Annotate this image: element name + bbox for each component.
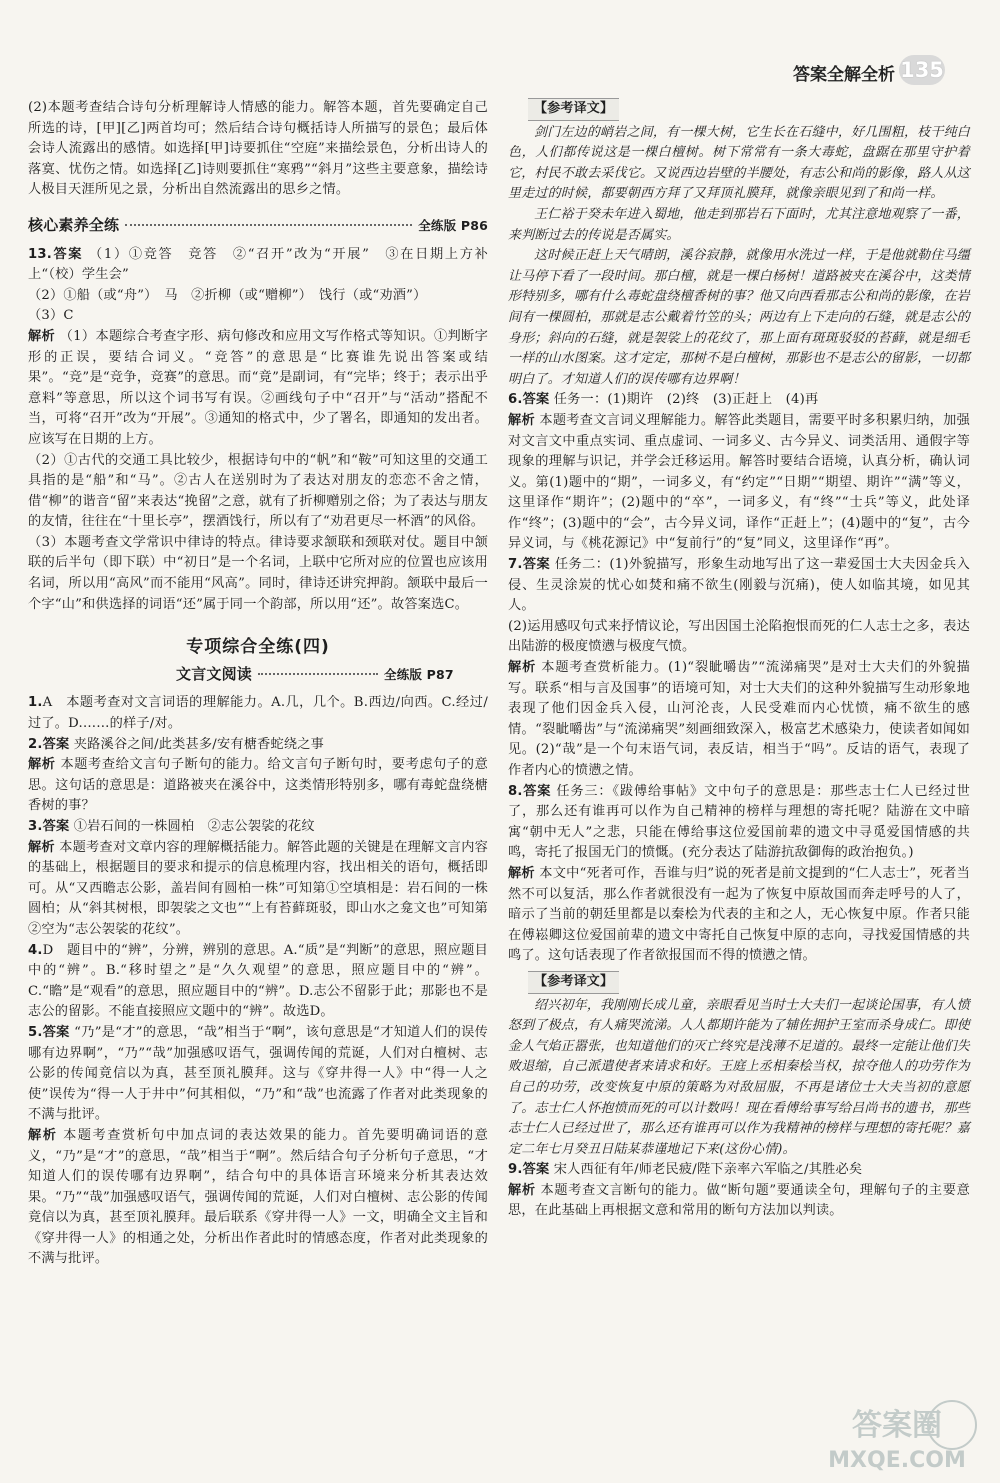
question-number: 4. bbox=[28, 942, 43, 958]
question-8 bbox=[508, 782, 970, 967]
answer-tag: 答案 bbox=[42, 1024, 70, 1040]
left-column bbox=[28, 98, 488, 1270]
answer-text: 宋人西征有年/师老民疲/陛下亲率六军临之/其胜必矣 bbox=[553, 1162, 863, 1178]
question-1 bbox=[28, 693, 488, 734]
answer-text: 夹路溪谷之间/此类甚多/安有榶香蛇绕之事 bbox=[73, 736, 325, 752]
translation-paragraph: 绍兴初年，我刚刚长成儿童，亲眼看见当时士大夫们一起谈论国事，有人愤怒到了极点，有人痛哭流涕。人人都期许能为了辅佐拥护王室而杀身成仁。即使金人气焰正嚣张，也知道他们的灭亡终究是浅薄不足道的。最终一定能让他们失败退缩，自己派遣使者来请求和好。王庭上丞相秦桧当权，掠夺他人的功劳作为自己的功劳，改变恢复中原的策略为对敌屈服，不再是诸位士大夫当初的意愿了。志士仁人怀抱愤而死的可以计数吗！现在看傅给事写给吕尚书的遗书，那些志士仁人已经过世了，那么还有谁再可以作为我精神的榜样与理想的寄托呢？嘉定二年七月癸丑日陆某恭谨地记下来(这份心情)。 bbox=[508, 997, 971, 1157]
watermark-text-top: 答案圈 bbox=[852, 1408, 942, 1443]
question-9 bbox=[508, 1160, 970, 1222]
subsection-title: 文言文阅读 bbox=[176, 664, 253, 683]
page-number: 135 bbox=[899, 55, 945, 85]
question-7 bbox=[508, 555, 970, 782]
question-number: 3. bbox=[28, 819, 43, 834]
dotted-leader bbox=[258, 673, 378, 675]
answer-text: 任务三：《跋傅给事帖》文中句子的意思是：那些志士仁人已经过世了，那么还有谁再可以作为自己精神的榜样与理想的寄托呢？陆游在文中暗寓“朝中无人”之悲，只能在傅给事这位爱国前辈的遗文中寻觅爱国情感的共鸣，寄托了报国无门的愤慨。(充分表达了陆游抗敌御侮的政治抱负。) bbox=[508, 783, 970, 861]
question-5 bbox=[28, 1023, 488, 1270]
question-number: 1. bbox=[28, 695, 43, 711]
answer-text: “乃”是“才”的意思，“哉”相当于“啊”，该句意思是“才知道人们的误传哪有边界啊”，“乃”“哉”加强感叹语气，强调传闻的荒诞，人们对白檀树、志公影的传闻竟信以为真，甚至顶礼膜拜。这与《穿井得一人》中“得一人之使”误传为“得一人于井中”何其相似，“乃”和“哉”也流露了作者对此类现象的不满与批评。 bbox=[28, 1024, 488, 1123]
answer-text: ①岩石间的一株圆柏 ②志公袈裟的花纹 bbox=[73, 819, 315, 834]
translation-paragraph: 这时候正赶上天气晴朗，溪谷寂静，就像用水洗过一样，于是他就勒住马缰让马停下看了一段时间。那白檀，就是一棵白杨树！道路被夹在溪谷中，这类情形特别多，哪有什么毒蛇盘绕檀香树的事？他又向西看那志公和尚的影像，在岩间有一棵圆柏，那就是志公戴着竹笠的头；两边有上下走向的石缝，就是志公的身形；斜向的石缝，就是袈裟上的花纹了，那上面有斑斑驳驳的苔藓，就是细毛一样的山水图案。这才定定，那树不是白檀树，那影也不是志公的留影，一切都明白了。才知道人们的误传哪有边界啊！ bbox=[508, 248, 971, 387]
section-title: 核心素养全练 bbox=[28, 215, 120, 234]
answer-text: (2)运用感叹句式来抒情议论，写出因国土沦陷抱恨而死的仁人志士之多，表达出陆游的极度愤懑与极度气愤。 bbox=[508, 618, 970, 655]
answer-tag: 答案 bbox=[522, 557, 551, 573]
answer-text: （2）①船（或“舟”） 马 ②折柳（或“赠柳”） 饯行（或“劝酒”） bbox=[28, 287, 427, 303]
watermark-logo bbox=[802, 1395, 992, 1475]
question-number: 9. bbox=[508, 1162, 523, 1178]
analysis-text: 本文中“死者可作，吾谁与归”说的死者是前文提到的“仁人志士”，死者当然不可以复活，那么作者就很没有一起为了恢复中原故国而奔走呼号的人了，暗示了当前的朝廷里都是以秦桧为代表的主和之人，无心恢复中原。作者只能在傅崧卿这位爱国前辈的遗文中寄托自己恢复中原的志向，寻找爱国情感的共鸣了。这句话表现了作者欲报国而不得的愤懑之情。 bbox=[508, 865, 970, 964]
answer-text: （3）C bbox=[28, 308, 74, 324]
analysis-tag: 解析 bbox=[508, 412, 535, 428]
watermark-text-bottom: MXQE.COM bbox=[828, 1448, 966, 1473]
reference-translation-label: 【参考译文】 bbox=[528, 98, 619, 121]
analysis-tag: 解析 bbox=[508, 865, 535, 881]
answer-tag: 答案 bbox=[522, 392, 550, 408]
question-number: 6. bbox=[508, 392, 523, 408]
question-number: 8. bbox=[508, 783, 523, 799]
subsection-heading bbox=[28, 664, 488, 686]
reference-translation-label: 【参考译文】 bbox=[528, 971, 619, 994]
question-text: A 本题考查对文言词语的理解能力。A.几，几个。B.西边/向西。C.经过/过了。D.……的样子/对。 bbox=[28, 695, 488, 732]
answer-text: 任务二：(1)外貌描写，形象生动地写出了这一辈爱国士大夫因金兵入侵、生灵涂炭的忧心如焚和痛不欲生(刚毅与沉痛)，使人如临其境，如见其人。 bbox=[508, 557, 970, 614]
page-header bbox=[0, 0, 1000, 92]
analysis-tag: 解析 bbox=[28, 328, 56, 344]
question-number: 2. bbox=[28, 736, 43, 752]
answer-tag: 答案 bbox=[522, 783, 552, 799]
analysis-text: 本题考查文言断句的能力。做“断句题”要通读全句，理解句子的主要意思，在此基础上再根据文意和常用的断句方法加以判读。 bbox=[508, 1182, 970, 1219]
analysis-text: 本题考查文言词义理解能力。解答此类题目，需要平时多积累归纳，加强对文言文中重点实词、重点虚词、一词多义、古今异义、词类活用、通假字等现象的理解与识记，并学会迁移运用。解答时要结合语境，认真分析，确认词义。第(1)题中的“期”，一词多义，有“约定”“日期”“期望、期许”“满”等义，这里译作“期许”；(2)题中的“卒”，一词多义，有“终”“士兵”等义，此处译作“终”；(3)题中的“会”，古今异义词，译作“正赶上”；(4)题中的“复”，古今异义词，与《桃花源记》中“复前行”的“复”同义，这里译作“再”。 bbox=[508, 412, 970, 552]
analysis-text: 本题考查对文章内容的理解概括能力。解答此题的关键是在理解文言内容的基础上，根据题目的要求和提示的信息梳理内容，找出相关的语句，概括即可。从“又西瞻志公影，盖岩间有圆柏一株”可知第①空填相是：岩石间的一株圆柏；从“斜其树根，即袈裟之文也”“上有苔藓斑驳，即山水之龛文也”可知第②空为“志公袈裟的花纹”。 bbox=[28, 839, 488, 937]
answer-tag: 答案 bbox=[51, 246, 84, 262]
answer-tag: 答案 bbox=[522, 1162, 550, 1178]
answer-text: 任务一：(1)期许 (2)终 (3)正赶上 (4)再 bbox=[553, 392, 819, 408]
header-title: 答案全解全析 bbox=[793, 65, 895, 85]
question-number: 7. bbox=[508, 557, 523, 573]
section-heading-core bbox=[28, 215, 488, 237]
analysis-tag: 解析 bbox=[508, 660, 537, 676]
dotted-leader bbox=[125, 224, 412, 226]
special-section-title: 专项综合全练(四) bbox=[186, 637, 330, 658]
right-column bbox=[508, 98, 970, 1222]
section-ref: 全练版 P86 bbox=[418, 217, 488, 233]
question-text: D 题目中的“辨”，分辨，辨别的意思。A.“质”是“判断”的意思，照应题目中的“辨”。B.“移时望之”是“久久观望”的意思，照应题目中的“辨”。C.“瞻”是“观看”的意思，照应题目中的“辨”。D.志公不留影于此；那影也不是志公的留影。不能直接照应文题中的“辨”。故选D。 bbox=[28, 942, 488, 1020]
analysis-text: （2）①古代的交通工具比较少，根据诗句中的“帆”和“鞍”可知这里的交通工具指的是“船”和“马”。②古人在送别时为了表达对朋友的恋恋不舍之情，借“柳”的谐音“留”来表达“挽留”之意，就有了折柳赠别之俗；为了表达与朋友的友情，往往在“十里长亭”，摆酒饯行，所以有了“劝君更尽一杯酒”的风俗。 bbox=[28, 452, 488, 530]
analysis-text: （3）本题考查文学常识中律诗的特点。律诗要求颔联和颈联对仗。题目中颔联的后半句（即下联）中“初日”是一个名词，上联中它所对应的位置也应该用名词，所以用“高风”而不能用“风高”。同时，律诗还讲究押韵。颔联中最后一个字“山”和供选择的词语“还”属于同一个韵部，所以用“还”。故答案选C。 bbox=[28, 534, 488, 612]
question-number: 13. bbox=[28, 246, 52, 262]
analysis-tag: 解析 bbox=[28, 757, 56, 773]
analysis-text: 本题考查赏析句中加点词的表达效果的能力。首先要明确词语的意义，“乃”是“才”的意思，“哉”相当于“啊”。然后结合句子分析句子意思，“才知道人们的误传哪有边界啊”，结合句中的具体语言环境来分析其表达效果。“乃”“哉”加强感叹语气，强调传闻的荒诞，人们对白檀树、志公影的传闻竟信以为真，甚至顶礼膜拜。最后联系《穿井得一人》一文，明确全文主旨和《穿井得一人》的相通之处，分析出作者此时的情感态度，作者对此类现象的不满与批评。 bbox=[28, 1127, 488, 1267]
translation-paragraph: 王仁裕于癸未年进入蜀地，他走到那岩石下面时，尤其注意地观察了一番，来判断过去的传说是否属实。 bbox=[508, 206, 970, 243]
answer-tag: 答案 bbox=[42, 819, 70, 834]
answer-tag: 答案 bbox=[42, 736, 70, 752]
analysis-tag: 解析 bbox=[28, 1127, 58, 1143]
question-2 bbox=[28, 735, 488, 817]
analysis-tag: 解析 bbox=[508, 1182, 536, 1198]
section-ref: 全练版 P87 bbox=[384, 666, 454, 682]
analysis-text: 本题考查给文言句子断句的能力。给文言句子断句时，要考虑句子的意思。这句话的意思是：道路被夹在溪谷中，这类情形特别多，哪有毒蛇盘绕榶香树的事？ bbox=[28, 757, 488, 814]
answer-text: （1）①竞答 竞答 ②“召开”改为“开展” ③在日期上方补上“（校）学生会” bbox=[28, 246, 488, 283]
question-3 bbox=[28, 817, 488, 941]
analysis-text: 本题考查赏析能力。(1)“裂眦嚼齿”“流涕痛哭”是对士大夫们的外貌描写。联系“相与言及国事”的语境可知，对士大夫们的这种外貌描写生动形象地表现了他们因金兵入侵，山河沦丧，人民受难而内心忧愤，痛不欲生的感情。“裂眦嚼齿”与“流涕痛哭”刻画细致深入，极富艺术感染力，使读者如闻如见。(2)“哉”是一个句末语气词，表反诘，相当于“吗”。反诘的语气，表现了作者内心的愤懑之情。 bbox=[508, 660, 970, 778]
question-number: 5. bbox=[28, 1024, 43, 1040]
translation-paragraph: 剑门左边的峭岩之间，有一棵大树，它生长在石缝中，好几围粗，枝干纯白色，人们都传说这是一棵白檀树。树下常常有一条大毒蛇，盘踞在那里守护着它，村民不敢去采伐它。又说西边岩壁的半腰处，有志公和尚的影像，路人从这里走过的时候，都要朝西方拜了又拜顶礼膜拜，就像亲眼见到了和尚一样。 bbox=[508, 124, 971, 202]
question-4 bbox=[28, 941, 488, 1023]
analysis-text: （1）本题综合考查字形、病句修改和应用文写作格式等知识。①判断字形的正误，要结合词义。“竞答”的意思是“比赛谁先说出答案或结果”。“竞”是“竞争，竞赛”的意思。而“竟”是副词，有“完毕；终于；表示出乎意料”等意思，所以这个词书写有误。②画线句子中“召开”与“活动”搭配不当，可将“召开”改为“开展”。③通知的格式中，少了署名，即通知的发出者。应该写在日期的上方。 bbox=[28, 328, 488, 447]
intro-paragraph: (2)本题考查结合诗句分析理解诗人情感的能力。解答本题，首先要确定自己所选的诗，[甲][乙]两首均可；然后结合诗句概括诗人所描写的景色；最后体会诗人流露出的感情。如选择[甲]诗要抓住“空庭”来描绘景色，分析出诗人的落寞、忧伤之情。如选择[乙]诗则要抓住“寒鸦”“斜月”这些主要意象，描绘诗人极目天涯所见之景，分析出自然流露出的思乡之情。 bbox=[28, 100, 488, 198]
question-13 bbox=[28, 245, 488, 616]
question-6 bbox=[508, 390, 970, 555]
analysis-tag: 解析 bbox=[28, 839, 55, 855]
